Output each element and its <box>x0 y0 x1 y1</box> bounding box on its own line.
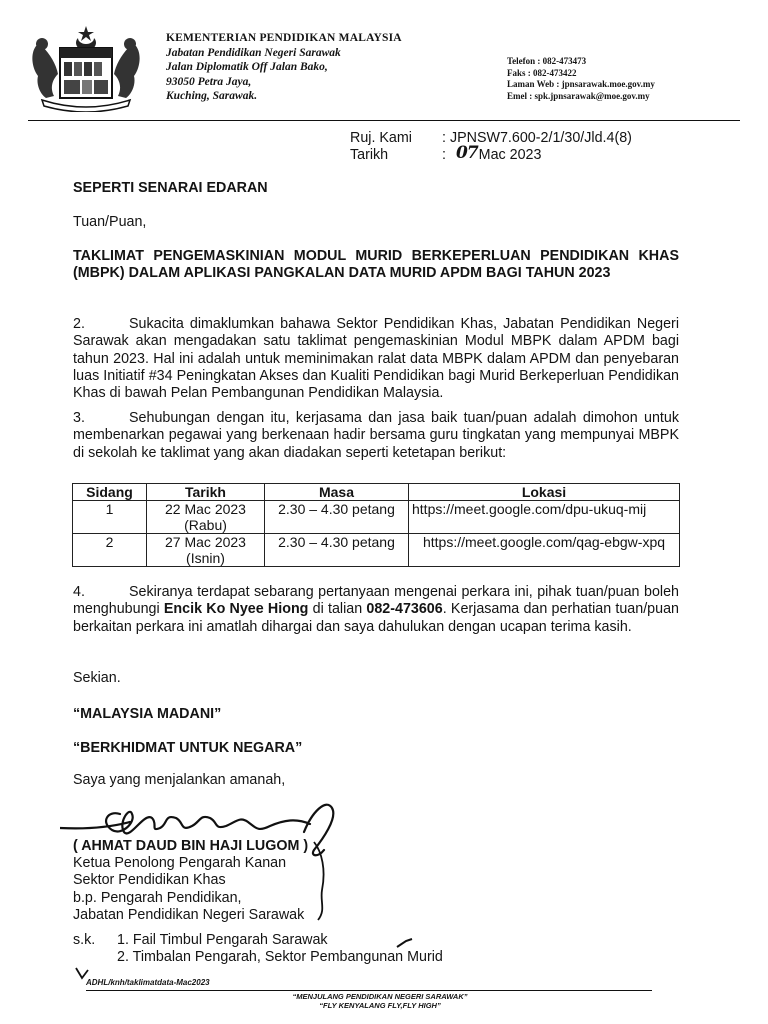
cc-item: 2. Timbalan Pengarah, Sektor Pembangunan Murid <box>117 949 443 966</box>
tick-mark <box>396 936 414 954</box>
signature-stroke-icon <box>308 840 338 930</box>
cc-item: 1. Fail Timbul Pengarah Sarawak <box>117 932 328 948</box>
sidang-cell: 1 <box>73 501 147 534</box>
slogan-negara: “BERKHIDMAT UNTUK NEGARA” <box>73 740 303 756</box>
masa-cell: 2.30 – 4.30 petang <box>265 501 409 534</box>
cc-block <box>73 932 443 967</box>
date-value: Mac 2023 <box>478 147 542 164</box>
column-header: Masa <box>265 484 409 501</box>
paragraph-text: . Kerjasama dan perhatian tuan/puan berkaitan perkara ini amatlah dihargai dan saya dahulukan dengan ucapan terima kasih. <box>73 601 679 635</box>
paragraph-text: Sehubungan dengan itu, kerjasama dan jasa baik tuan/puan adalah dimohon untuk membenarkan pegawai yang berkenaan hadir bersama guru tingkatan yang mempunyai MBPK di sekolah ke taklimat yang akan diadakan seperti ketetapan berikut: <box>73 410 679 461</box>
salutation: Tuan/Puan, <box>73 214 147 230</box>
tarikh-date: 22 Mac 2023 <box>165 501 246 517</box>
paragraph-number: 4. <box>73 584 85 600</box>
footer-divider <box>86 990 652 991</box>
closing: Sekian. <box>73 670 121 686</box>
footer-motto: “FLY KENYALANG FLY,FLY HIGH” <box>319 1001 441 1010</box>
reference-block <box>350 130 632 165</box>
tarikh-day: (Isnin) <box>186 550 225 566</box>
tarikh-cell <box>147 501 265 534</box>
table-header-row <box>73 484 680 501</box>
signatory-title: Jabatan Pendidikan Negeri Sarawak <box>73 906 305 923</box>
contact-name: Encik Ko Nyee Hiong <box>163 601 309 618</box>
column-header: Sidang <box>73 484 147 501</box>
signatory-title: b.p. Pengarah Pendidikan, <box>73 889 242 906</box>
lokasi-link[interactable]: https://meet.google.com/qag-ebgw-xpq <box>409 534 680 567</box>
sign-off: Saya yang menjalankan amanah, <box>73 772 286 788</box>
recipient: SEPERTI SENARAI EDARAN <box>73 180 268 196</box>
paragraph-4 <box>73 584 679 636</box>
date-day-handwritten: 07 <box>456 143 478 164</box>
date-label: Tarikh <box>350 147 389 164</box>
fax: Faks : 082-473422 <box>507 67 577 78</box>
signatory-name: ( AHMAT DAUD BIN HAJI LUGOM ) <box>73 838 309 854</box>
table-row <box>73 534 680 567</box>
schedule-table <box>72 483 680 567</box>
signatory-titles <box>73 855 304 924</box>
masa-cell: 2.30 – 4.30 petang <box>265 534 409 567</box>
address-line: Jalan Diplomatik Off Jalan Bako, <box>166 61 328 73</box>
tarikh-cell <box>147 534 265 567</box>
coat-of-arms <box>28 24 144 112</box>
ref-value: : JPNSW7.600-2/1/30/Jld.4(8) <box>442 130 632 146</box>
signature-tail <box>308 840 338 930</box>
paragraph-number: 3. <box>73 410 85 426</box>
malaysia-crest-icon <box>28 24 144 112</box>
website: Laman Web : jpnsarawak.moe.gov.my <box>507 79 655 89</box>
tick-icon <box>396 937 414 949</box>
address-line: Kuching, Sarawak. <box>166 90 258 102</box>
paragraph-2 <box>73 316 679 402</box>
cc-label: s.k. <box>73 932 96 948</box>
paragraph-text: di talian <box>308 601 367 618</box>
letterhead-address <box>166 31 402 104</box>
file-code: ADHL/knh/taklimatdata-Mac2023 <box>86 978 210 987</box>
footer-motto: “MENJULANG PENDIDIKAN NEGERI SARAWAK” <box>292 992 468 1001</box>
letterhead-contact <box>507 56 655 102</box>
tarikh-date: 27 Mac 2023 <box>165 534 246 550</box>
telephone: Telefon : 082-473473 <box>507 56 587 66</box>
date-colon: : <box>442 147 446 164</box>
column-header: Tarikh <box>147 484 265 501</box>
email: Emel : spk.jpnsarawak@moe.gov.my <box>507 90 650 101</box>
paragraph-text: Sekiranya terdapat sebarang pertanyaan mengenai perkara ini, pihak tuan/puan boleh menghubungi <box>73 584 679 618</box>
contact-phone: 082-473606 <box>366 601 443 618</box>
ref-label: Ruj. Kami <box>350 130 412 146</box>
slogan-madani: “MALAYSIA MADANI” <box>73 706 222 722</box>
signatory-title: Sektor Pendidikan Khas <box>73 872 226 889</box>
table-row <box>73 501 680 534</box>
column-header: Lokasi <box>409 484 680 501</box>
subject-title: TAKLIMAT PENGEMASKINIAN MODUL MURID BERKEPERLUAN PENDIDIKAN KHAS (MBPK) DALAM APLIKASI PANGKALAN DATA MURID APDM BAGI TAHUN 2023 <box>73 248 679 282</box>
lokasi-link[interactable]: https://meet.google.com/dpu-ukuq-mij <box>409 501 680 534</box>
footer-mottos <box>180 992 580 1010</box>
paragraph-number: 2. <box>73 316 85 332</box>
address-line: 93050 Petra Jaya, <box>166 75 252 88</box>
sidang-cell: 2 <box>73 534 147 567</box>
signatory-title: Ketua Penolong Pengarah Kanan <box>73 855 287 871</box>
paragraph-text: Sukacita dimaklumkan bahawa Sektor Pendidikan Khas, Jabatan Pendidikan Negeri Sarawak akan mengadakan satu taklimat pengemaskinian Modul MBPK dalam APDM bagi tahun 2023. Hal ini adalah untuk meminimakan ralat data MBPK dalam APDM dan penyebaran luas Initiatif #34 Peningkatan Akses dan Kualiti Pendidikan bagi Murid Berkeperluan Pendidikan Khas di bawah Pelan Pembangunan Pendidikan Malaysia. <box>73 316 679 402</box>
letterhead-divider <box>28 120 740 121</box>
ministry-name: KEMENTERIAN PENDIDIKAN MALAYSIA <box>166 32 402 44</box>
department-name: Jabatan Pendidikan Negeri Sarawak <box>166 46 341 59</box>
paragraph-3 <box>73 410 679 462</box>
tarikh-day: (Rabu) <box>184 517 227 533</box>
